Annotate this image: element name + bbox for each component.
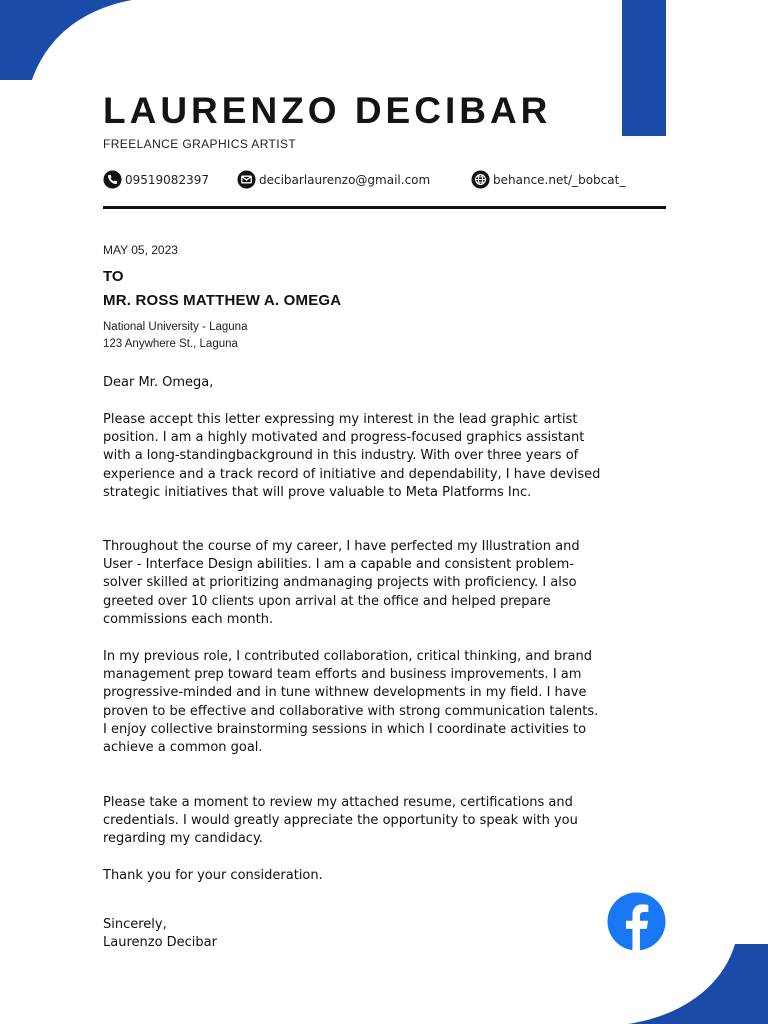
salutation: Dear Mr. Omega, (103, 375, 214, 390)
paragraph-3 (103, 648, 603, 757)
paragraph-4: Please take a moment to review my attached resume, certifications and credentials. I would greatly appreciate the opportunity to speak with you regarding my candidacy. (103, 795, 578, 847)
closing: Sincerely, (103, 917, 167, 932)
letter-date: MAY 05, 2023 (103, 243, 178, 257)
address-line-1: National University - Laguna (103, 321, 248, 333)
website-url: behance.net/_bobcat_ (493, 172, 626, 187)
contact-phone[interactable] (103, 170, 209, 189)
facebook-icon[interactable] (607, 892, 666, 951)
paragraph-2: Throughout the course of my career, I have perfected my Illustration and User - Interface Design abilities. I am a capable and consistent problem-solver skilled at prioritizing andmanaging projects with proficiency. I also greeted over 10 clients upon arrival at the office and helped prepare commissions each month. (103, 539, 580, 627)
header-divider (103, 206, 666, 209)
globe-icon (471, 170, 490, 189)
paragraph-3b: I enjoy collective brainstorming sessions in which I coordinate activities to achieve a common goal. (103, 721, 587, 756)
applicant-title: FREELANCE GRAPHICS ARTIST (103, 137, 297, 151)
phone-number: 09519082397 (125, 172, 209, 187)
top-left-blue-shape (0, 0, 135, 80)
contact-bar (103, 170, 673, 190)
applicant-name: LAURENZO DECIBAR (103, 90, 552, 131)
paragraph-1: Please accept this letter expressing my interest in the lead graphic artist position. I am a highly motivated and progress-focused graphics assistant with a long-standingbackground in this industry. With over three years of experience and a track record of initiative and dependability, I have devised strategic initiatives that will prove valuable to Meta Platforms Inc. (103, 412, 601, 500)
address-line-2: 123 Anywhere St., Laguna (103, 338, 238, 350)
email-icon (237, 170, 256, 189)
signature: Laurenzo Decibar (103, 935, 217, 950)
contact-email[interactable] (237, 170, 430, 189)
thanks-line: Thank you for your consideration. (103, 868, 323, 883)
phone-icon (103, 170, 122, 189)
paragraph-3a: In my previous role, I contributed collaboration, critical thinking, and brand management prep toward team efforts and business improvements. I am progressive-minded and in tune withnew developments in my field. I have proven to be effective and collaborative with strong communication talents. (103, 649, 599, 719)
to-label: TO (103, 268, 124, 285)
top-right-blue-bar (622, 0, 666, 136)
contact-website[interactable] (471, 170, 625, 189)
email-address: decibarlaurenzo@gmail.com (259, 172, 431, 187)
bottom-right-blue-shape (600, 944, 768, 1024)
recipient-name: MR. ROSS MATTHEW A. OMEGA (103, 292, 342, 309)
